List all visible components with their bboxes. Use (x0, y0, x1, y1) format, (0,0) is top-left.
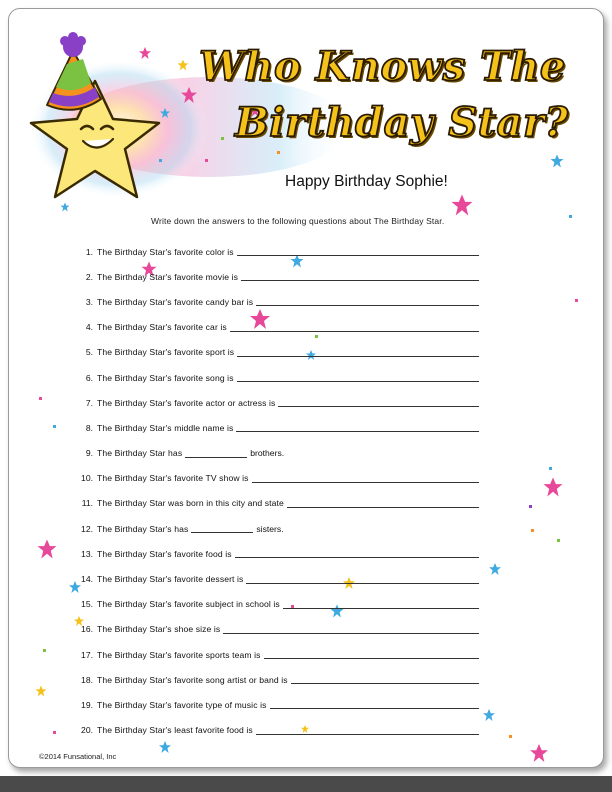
worksheet-page (8, 8, 604, 768)
question-text: The Birthday Star has (97, 448, 183, 459)
instructions: Write down the answers to the following questions about The Birthday Star. (151, 216, 445, 226)
question-text: The Birthday Star's favorite sports team is (97, 649, 261, 660)
question-text: The Birthday Star's favorite type of music is (97, 699, 267, 710)
question-text: The Birthday Star's favorite movie is (97, 271, 238, 282)
copyright-notice: ©2014 Funsational, Inc (39, 752, 117, 761)
question-text: The Birthday Star's least favorite food is (97, 725, 253, 736)
title-line-1: Who Knows The (199, 43, 566, 90)
question-list (69, 239, 479, 743)
birthday-greeting: Happy Birthday Sophie! (285, 173, 448, 190)
question-text: The Birthday Star's favorite TV show is (97, 473, 249, 484)
question-item (69, 566, 479, 591)
question-number: 13. (81, 548, 93, 559)
question-number: 16. (81, 624, 93, 635)
answer-blank[interactable] (235, 549, 479, 558)
answer-blank[interactable] (256, 297, 479, 306)
question-item (69, 491, 479, 516)
question-number: 8. (85, 422, 93, 433)
answer-blank[interactable] (287, 499, 479, 508)
question-item (69, 667, 479, 692)
answer-blank[interactable] (236, 423, 479, 432)
question-number: 7. (85, 397, 93, 408)
question-number: 4. (85, 322, 93, 333)
question-text: The Birthday Star's favorite dessert is (97, 574, 244, 585)
question-item (69, 340, 479, 365)
question-number: 2. (85, 271, 93, 282)
question-text: The Birthday Star's favorite song is (97, 372, 234, 383)
answer-blank[interactable] (237, 247, 479, 256)
question-item (69, 365, 479, 390)
question-text: The Birthday Star's favorite car is (97, 322, 227, 333)
question-number: 9. (85, 448, 93, 459)
answer-blank[interactable] (237, 348, 479, 357)
question-number: 18. (81, 674, 93, 685)
question-text: The Birthday Star's middle name is (97, 422, 234, 433)
question-item (69, 541, 479, 566)
question-item (69, 390, 479, 415)
question-item (69, 289, 479, 314)
question-number: 19. (81, 699, 93, 710)
question-number: 1. (85, 246, 93, 257)
question-number: 12. (81, 523, 93, 534)
question-item (69, 466, 479, 491)
answer-blank[interactable] (237, 373, 479, 382)
question-text: The Birthday Star's favorite food is (97, 548, 232, 559)
question-item (69, 239, 479, 264)
question-number: 10. (81, 473, 93, 484)
question-number: 5. (85, 347, 93, 358)
question-text: The Birthday Star's favorite color is (97, 246, 234, 257)
question-text: The Birthday Star's has (97, 523, 189, 534)
question-number: 6. (85, 372, 93, 383)
question-number: 17. (81, 649, 93, 660)
question-text: The Birthday Star's favorite subject in school is (97, 599, 280, 610)
answer-blank[interactable] (278, 398, 479, 407)
answer-blank[interactable] (252, 474, 479, 483)
question-item (69, 264, 479, 289)
question-item (69, 617, 479, 642)
question-number: 11. (81, 498, 93, 509)
answer-blank[interactable] (270, 700, 479, 709)
question-number: 14. (81, 574, 93, 585)
answer-blank[interactable] (191, 524, 253, 533)
question-text: The Birthday Star's favorite candy bar is (97, 296, 254, 307)
answer-blank[interactable] (223, 625, 479, 634)
answer-blank[interactable] (185, 449, 247, 458)
question-item (69, 415, 479, 440)
question-item (69, 692, 479, 717)
question-text: The Birthday Star's shoe size is (97, 624, 221, 635)
answer-blank[interactable] (246, 575, 479, 584)
question-number: 20. (81, 725, 93, 736)
title-line-2: Birthday Star? (235, 99, 569, 146)
answer-blank[interactable] (264, 650, 479, 659)
question-item (69, 642, 479, 667)
answer-blank[interactable] (230, 323, 479, 332)
question-item (69, 315, 479, 340)
question-item (69, 718, 479, 743)
answer-blank[interactable] (256, 726, 479, 735)
question-text-suffix: brothers. (250, 448, 285, 459)
question-item (69, 592, 479, 617)
answer-blank[interactable] (283, 600, 479, 609)
question-item (69, 441, 479, 466)
question-text: The Birthday Star's favorite song artist or band is (97, 674, 288, 685)
question-number: 15. (81, 599, 93, 610)
question-text: The Birthday Star was born in this city and state (97, 498, 284, 509)
question-text-suffix: sisters. (256, 523, 284, 534)
question-item (69, 516, 479, 541)
question-text: The Birthday Star's favorite actor or actress is (97, 397, 276, 408)
question-text: The Birthday Star's favorite sport is (97, 347, 235, 358)
question-number: 3. (85, 296, 93, 307)
answer-blank[interactable] (241, 272, 479, 281)
bottom-bar (0, 776, 612, 792)
answer-blank[interactable] (291, 675, 479, 684)
